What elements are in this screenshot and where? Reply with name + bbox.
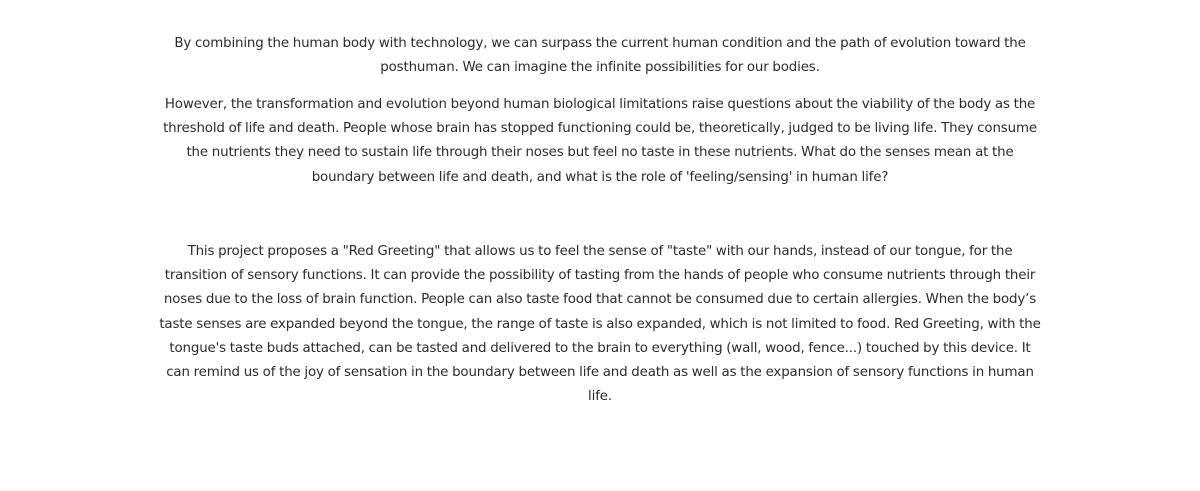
project-paragraph: This project proposes a "Red Greeting" that allows us to feel the sense of "taste" with our hands, instead of our tongue, for the transition of sensory functions. It can provide the possibility of tasting from the hands of people who consume nutrients through their noses due to the loss of brain function. People can also taste food that cannot be consumed due to certain allergies. When the body’s taste senses are expanded beyond the tongue, the range of taste is also expanded, which is not limited to food. Red Greeting, with the tongue's taste buds attached, can be tasted and delivered to the brain to everything (wall, wood, fence...) touched by this device. It can remind us of the joy of sensation in the boundary between life and death as well as the expansion of sensory functions in human life.: [159, 244, 1041, 405]
question-paragraph: However, the transformation and evolution beyond human biological limitations raise questions about the viability of the body as the threshold of life and death. People whose brain has stopped functioning could be, theoretically, judged to be living life. They consume the nutrients they need to sustain life through their noses but feel no taste in these nutrients. What do the senses mean at the boundary between life and death, and what is the role of 'feeling/sensing' in human life?: [163, 97, 1037, 185]
intro-paragraph: By combining the human body with technology, we can surpass the current human condition and the path of evolution toward the posthuman. We can imagine the infinite possibilities for our bodies.: [174, 36, 1026, 76]
